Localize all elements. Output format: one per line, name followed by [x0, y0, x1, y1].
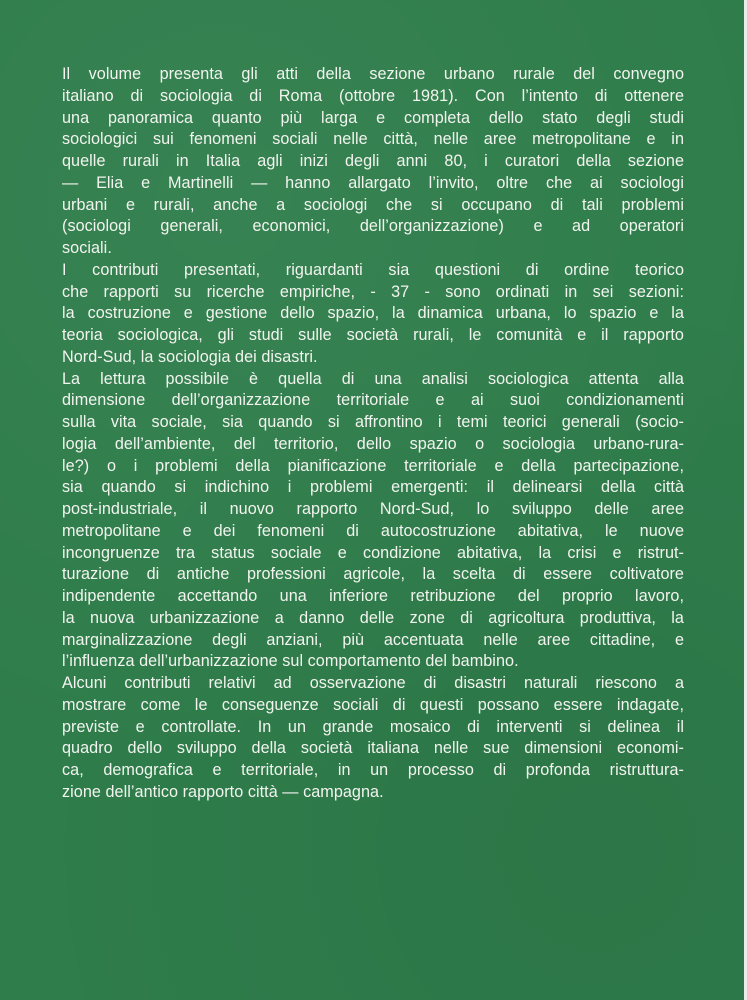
paragraph-4 [62, 673, 684, 804]
text-line: zione dell’antico rapporto città — campagna. [62, 782, 384, 801]
text-line: sia quando si indichino i problemi emergenti: il delinearsi della città [62, 478, 684, 497]
text-line: la costruzione e gestione dello spazio, la dinamica urbana, lo spazio e la [62, 304, 684, 323]
text-line: incongruenze tra status sociale e condizione abitativa, la crisi e ristrut- [62, 543, 684, 562]
text-line: logia dell’ambiente, del territorio, dello spazio o sociologia urbano-rura- [62, 434, 684, 453]
text-line: turazione di antiche professioni agricole, la scelta di essere coltivatore [62, 565, 684, 584]
text-line: urbani e rurali, anche a sociologi che si occupano di tali problemi [62, 195, 684, 214]
text-line: italiano di sociologia di Roma (ottobre 1981). Con l’intento di ottenere [62, 86, 684, 105]
text-line: post-industriale, il nuovo rapporto Nord-Sud, lo sviluppo delle aree [62, 500, 684, 518]
text-line: sulla vita sociale, sia quando si affrontino i temi teorici generali (socio- [62, 413, 684, 431]
text-line: l’influenza dell’urbanizzazione sul comportamento del bambino. [62, 652, 519, 671]
text-line: quadro dello sviluppo della società italiana nelle sue dimensioni economi- [62, 739, 684, 758]
text-line: Nord-Sud, la sociologia dei disastri. [62, 347, 318, 366]
text-line: marginalizzazione degli anziani, più accentuata nelle aree cittadine, e [62, 630, 684, 649]
text-line: indipendente accettando una inferiore retribuzione del proprio lavoro, [62, 587, 684, 605]
text-line: (sociologi generali, economici, dell’organizzazione) e ad operatori [62, 217, 684, 236]
text-line: previste e controllate. In un grande mosaico di interventi si delinea il [62, 717, 684, 736]
text-line: Alcuni contributi relativi ad osservazione di disastri naturali riescono a [62, 674, 684, 692]
text-line: metropolitane e dei fenomeni di autocostruzione abitativa, le nuove [62, 521, 684, 540]
text-line: sociali. [62, 239, 112, 257]
text-line: La lettura possibile è quella di una analisi sociologica attenta alla [62, 369, 684, 388]
text-line: sociologici sui fenomeni sociali nelle città, nelle aree metropolitane e in [62, 130, 684, 149]
text-line: ca, demografica e territoriale, in un processo di profonda ristruttura- [62, 761, 684, 779]
text-line: — Elia e Martinelli — hanno allargato l’invito, oltre che ai sociologi [62, 173, 684, 192]
text-line: le?) o i problemi della pianificazione territoriale e della partecipazione, [62, 456, 684, 475]
paragraph-3 [62, 369, 684, 674]
paragraph-2 [62, 260, 684, 369]
paragraph-1 [62, 64, 684, 260]
text-line: quelle rurali in Italia agli inizi degli anni 80, i curatori della sezione [62, 152, 684, 170]
text-line: teoria sociologica, gli studi sulle società rurali, le comunità e il rapporto [62, 326, 684, 344]
text-line: mostrare come le conseguenze sociali di questi possano essere indagate, [62, 695, 684, 714]
text-line: Il volume presenta gli atti della sezione urbano rurale del convegno [62, 65, 684, 83]
text-line: la nuova urbanizzazione a danno delle zone di agricoltura produttiva, la [62, 608, 684, 627]
cover-blurb [62, 64, 684, 804]
text-line: dimensione dell’organizzazione territoriale e ai suoi condizionamenti [62, 391, 684, 410]
text-line: I contributi presentati, riguardanti sia questioni di ordine teorico [62, 260, 684, 279]
text-line: una panoramica quanto più larga e completa dello stato degli studi [62, 108, 684, 127]
text-line: che rapporti su ricerche empiriche, - 37 - sono ordinati in sei sezioni: [62, 282, 684, 301]
